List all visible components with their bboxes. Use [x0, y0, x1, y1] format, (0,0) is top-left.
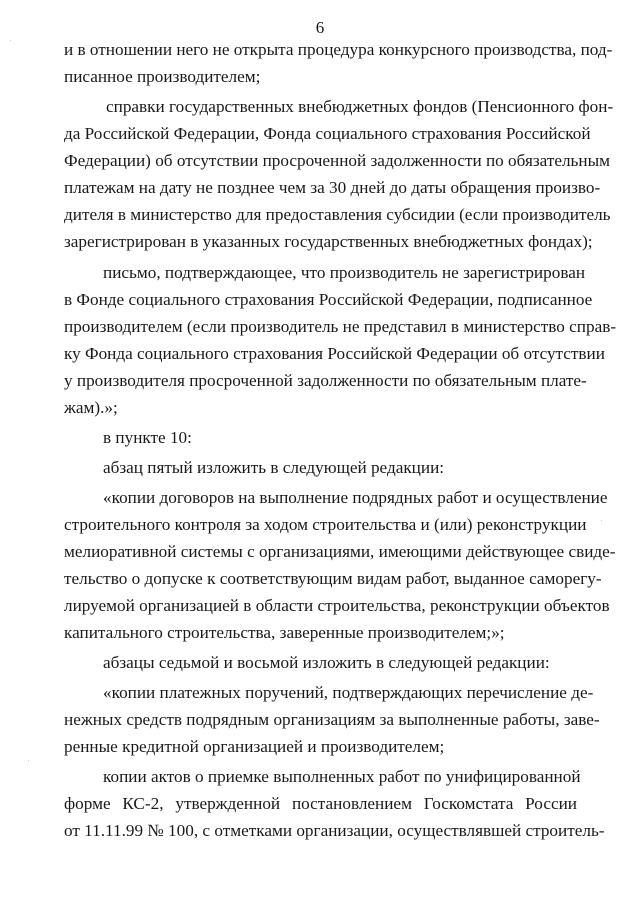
text-line: ренные кредитной организацией и производителем;	[64, 737, 445, 756]
scan-speck	[10, 40, 11, 41]
text-line: Федерации) об отсутствии просроченной задолженности по обязательным	[64, 151, 611, 170]
text-line: ку Фонда социального страхования Российской Федерации об отсутствии	[64, 344, 605, 363]
text-line: капитального строительства, заверенные производителем;»;	[64, 623, 505, 642]
text-line: абзац пятый изложить в следующей редакции:	[103, 458, 445, 477]
text-line: форме КС-2, утвержденной постановлением Госкомстата России	[64, 794, 577, 813]
scan-speck	[28, 760, 29, 761]
text-line: копии актов о приемке выполненных работ по унифицированной	[103, 767, 581, 786]
text-line: в пункте 10:	[103, 428, 192, 447]
page-number: 6	[315, 18, 325, 37]
text-line: производителем (если производитель не представил в министерство справ-	[64, 317, 617, 336]
text-line: и в отношении него не открыта процедура конкурсного производства, под-	[64, 40, 613, 59]
text-line: да Российской Федерации, Фонда социального страхования Российской	[64, 124, 591, 143]
text-line: тельство о допуске к соответствующим видам работ, выданное саморегу-	[64, 569, 602, 588]
text-line: в Фонде социального страхования Российской Федерации, подписанное	[64, 290, 593, 309]
text-line: «копии договоров на выполнение подрядных работ и осуществление	[103, 488, 608, 507]
text-line: писанное производителем;	[64, 67, 261, 86]
text-line: «копии платежных поручений, подтверждающих перечисление де-	[103, 683, 594, 702]
text-line: письмо, подтверждающее, что производитель не зарегистрирован	[103, 263, 586, 282]
text-line: справки государственных внебюджетных фондов (Пенсионного фон-	[106, 97, 614, 116]
text-line: мелиоративной системы с организациями, имеющими действующее свиде-	[64, 542, 616, 561]
text-line: лируемой организацией в области строительства, реконструкции объектов	[64, 596, 610, 615]
text-line: нежных средств подрядным организациям за выполненные работы, заве-	[64, 710, 600, 729]
text-line: строительного контроля за ходом строительства и (или) реконструкции	[64, 515, 587, 534]
text-line: зарегистрирован в указанных государственных внебюджетных фондах);	[64, 232, 593, 251]
text-line: дителя в министерство для предоставления субсидии (если производитель	[64, 205, 611, 224]
scan-speck	[601, 520, 602, 521]
text-line: абзацы седьмой и восьмой изложить в следующей редакции:	[103, 653, 550, 672]
text-line: жам).»;	[64, 398, 118, 417]
text-line: у производителя просроченной задолженности по обязательным плате-	[64, 371, 587, 390]
text-line: от 11.11.99 № 100, с отметками организации, осуществлявшей строитель-	[64, 821, 605, 840]
text-line: платежам на дату не позднее чем за 30 дней до даты обращения произво-	[64, 178, 601, 197]
